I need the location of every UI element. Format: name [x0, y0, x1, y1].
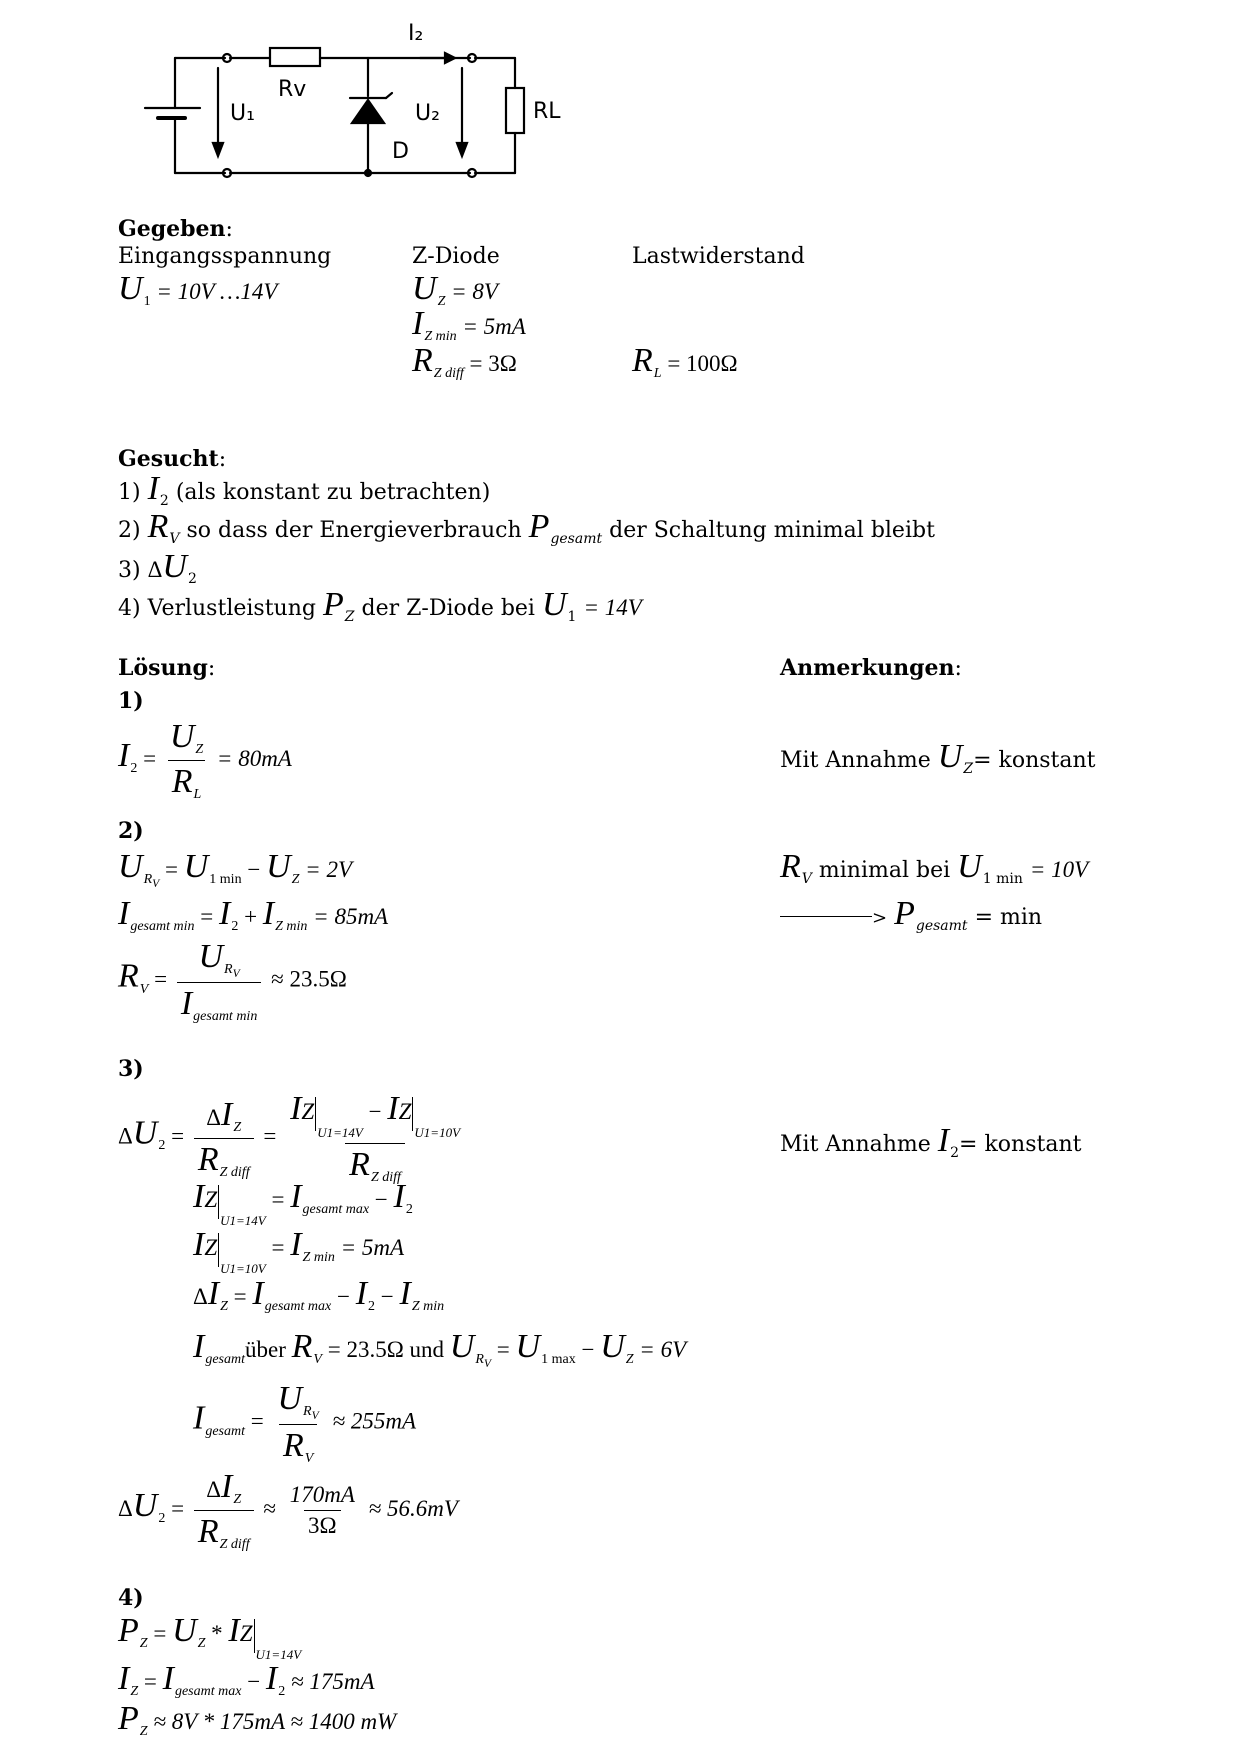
eq-3e: $I_{gesamt}über$ $R_V = 23.5\Omega$ und $U_{R_V} = U_{1 max} - U_Z = 6V$	[193, 1328, 687, 1370]
sought-item-3: 3) $\Delta U_2$	[118, 548, 197, 587]
given-izmin: $I_{Z min} = 5mA$	[412, 305, 526, 344]
sought-item-4: 4) Verlustleistung $P_Z$ der Z-Diode bei $U_1 = 14V$	[118, 586, 642, 625]
label-u2: U₂	[415, 101, 440, 126]
given-col2-header: Z-Diode	[412, 244, 500, 269]
given-heading: Gegeben:	[118, 216, 233, 242]
solution-step-4: 4)	[118, 1585, 144, 1611]
label-rl: RL	[533, 99, 561, 124]
solution-heading: Lösung:	[118, 655, 216, 681]
solution-step-3: 3)	[118, 1056, 144, 1082]
given-rzdiff: $R_{Z diff} = 3\Omega$	[412, 342, 517, 381]
sought-item-1: 1) $I_2$ (als konstant zu betrachten)	[118, 470, 491, 509]
sought-heading: Gesucht:	[118, 446, 227, 472]
eq-3a: $\Delta U_2$ = $\frac{\Delta I_Z}{R_{Z diff}}$ = $\frac{IZ_{U1=14V} - IZ_{U1=10V}}{R_{Z diff}}$	[118, 1090, 461, 1185]
solution-step-2: 2)	[118, 818, 144, 844]
circuit-diagram	[140, 18, 620, 188]
given-rl: $R_L = 100\Omega$	[632, 342, 738, 381]
eq-2b: $I_{gesamt min} = I_2 + I_{Z min} = 85mA$	[118, 895, 389, 934]
label-rv: Rv	[278, 77, 307, 102]
remark-2a: $R_V$ minimal bei $U_{1 min} = 10V$	[780, 848, 1089, 887]
eq-1: $I_2$ = $\frac{U_Z}{R_L}$ = 80mA	[118, 718, 292, 802]
eq-4c: $P_Z \approx 8V * 175mA \approx 1400$ mW	[118, 1700, 397, 1739]
resistor-rl	[506, 88, 524, 133]
given-uz: $U_Z = 8V$	[412, 270, 498, 309]
given-u1: $U_1 = 10V$ …14V	[118, 270, 278, 309]
remark-2b: > $P_{gesamt} = \min$	[780, 895, 1042, 934]
eq-2c: $R_V$ = $\frac{U_{R_V}}{I_{gesamt min}}$ ≈ 23.5Ω	[118, 938, 347, 1024]
eq-3c: $IZ_{U1=10V} = I_{Z min} = 5mA$	[193, 1226, 405, 1276]
eq-3f: $I_{gesamt}$ = $\frac{U_{R_V}}{R_V}$ ≈ 255mA	[193, 1380, 417, 1466]
sought-item-2: 2) $R_V$ so dass der Energieverbrauch $P_{gesamt}$ der Schaltung minimal bleibt	[118, 508, 935, 547]
remark-3: Mit Annahme $I_2=$ konstant	[780, 1122, 1082, 1161]
resistor-rv	[270, 48, 320, 66]
eq-2a: $U_{R_V} = U_{1 min} - U_Z = 2V$	[118, 848, 352, 890]
eq-3g: $\Delta U_2$ = $\frac{\Delta I_Z}{R_{Z diff}}$ ≈ $\frac{170mA}{3\Omega}$ ≈ 56.6mV	[118, 1468, 458, 1552]
eq-4b: $I_Z = I_{gesamt max} - I_2 \approx 175mA$	[118, 1660, 375, 1699]
remark-1: Mit Annahme $U_Z=$ konstant	[780, 738, 1096, 777]
remarks-heading: Anmerkungen:	[780, 655, 962, 681]
label-d: D	[392, 139, 409, 164]
label-u1: U₁	[230, 101, 255, 126]
given-col3-header: Lastwiderstand	[632, 244, 805, 269]
eq-3d: $\Delta I_Z = I_{gesamt max} - I_2 - I_{Z min}$	[193, 1275, 445, 1314]
eq-4a: $P_Z = U_Z * IZ_{U1=14V}$	[118, 1612, 302, 1662]
arrow-right-icon	[780, 916, 872, 917]
given-col1-header: Eingangsspannung	[118, 244, 332, 269]
label-i2: I₂	[408, 21, 424, 46]
eq-3b: $IZ_{U1=14V} = I_{gesamt max} - I_2$	[193, 1178, 413, 1228]
solution-step-1: 1)	[118, 688, 144, 714]
